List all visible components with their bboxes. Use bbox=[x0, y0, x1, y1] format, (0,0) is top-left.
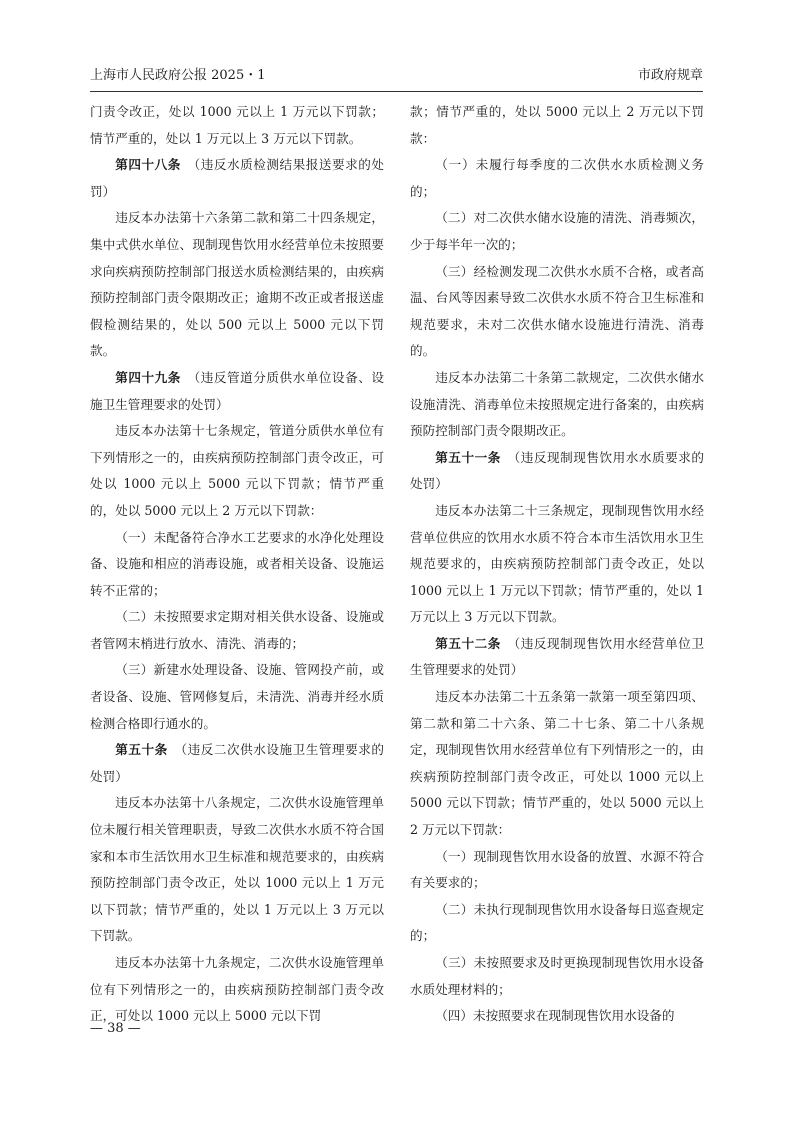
article-number: 第五十条 bbox=[115, 742, 168, 758]
article-number: 第五十二条 bbox=[435, 635, 501, 651]
paragraph-text: （一）未配备符合净水工艺要求的水净化处理设备、设施和相应的消毒设施，或者相关设备、设施运转不正常的； bbox=[90, 529, 384, 598]
paragraph bbox=[90, 525, 384, 605]
paragraph bbox=[410, 684, 704, 844]
paragraph bbox=[410, 259, 704, 365]
article-number: 第四十八条 bbox=[115, 157, 181, 173]
paragraph-text: （违反现制现售饮用水经营单位卫生管理要求的处罚） bbox=[410, 635, 705, 678]
paragraph bbox=[410, 897, 704, 950]
paragraph-text: （一）未履行每季度的二次供水水质检测义务的； bbox=[410, 157, 704, 199]
paragraph bbox=[410, 205, 704, 258]
paragraph-text: （违反二次供水设施卫生管理要求的处罚） bbox=[90, 742, 385, 784]
paragraph bbox=[90, 205, 384, 365]
paragraph bbox=[90, 418, 384, 524]
paragraph bbox=[410, 99, 704, 152]
paragraph bbox=[90, 790, 384, 950]
paragraph-text: 违反本办法第十九条规定，二次供水设施管理单位有下列情形之一的，由疾病预防控制部门责令改正，可处以 1000 元以上 5000 元以下罚 bbox=[90, 955, 384, 1024]
paragraph bbox=[410, 498, 704, 631]
journal-title: 上海市人民政府公报 2025・1 bbox=[90, 68, 266, 83]
paragraph-text: （三）经检测发现二次供水水质不合格，或者高温、台风等因素导致二次供水水质不符合卫生标准和规范要求，未对二次供水储水设施进行清洗、消毒的。 bbox=[410, 263, 704, 359]
article-number: 第四十九条 bbox=[115, 369, 181, 385]
paragraph-text: 门责令改正，处以 1000 元以上 1 万元以下罚款；情节严重的，处以 1 万元以上 3 万元以下罚款。 bbox=[90, 104, 384, 146]
section-title: 市政府规章 bbox=[637, 68, 703, 83]
paragraph-text: （一）现制现售饮用水设备的放置、水源不符合有关要求的； bbox=[410, 848, 704, 891]
paragraph bbox=[410, 1003, 704, 1030]
page-number: — 38 — bbox=[90, 1021, 141, 1036]
paragraph-text: （二）未执行现制现售饮用水设备每日巡查规定的； bbox=[410, 901, 704, 944]
paragraph-text: 违反本办法第十六条第二款和第二十四条规定，集中式供水单位、现制现售饮用水经营单位未按照要求向疾病预防控制部门报送水质检测结果的，由疾病预防控制部门责令限期改正；逾期不改正或者报送虚假检测结果的，处以 500 元以上 5000 元以下罚款。 bbox=[90, 210, 384, 359]
paragraph-text: 违反本办法第二十条第二款规定，二次供水储水设施清洗、消毒单位未按照规定进行备案的，由疾病预防控制部门责令限期改正。 bbox=[410, 369, 704, 439]
paragraph-text: （二）对二次供水储水设施的清洗、消毒频次，少于每半年一次的； bbox=[410, 210, 704, 252]
article-number: 第五十一条 bbox=[435, 449, 501, 465]
paragraph-text: （三）未按照要求及时更换现制现售饮用水设备水质处理材料的； bbox=[410, 955, 704, 997]
paragraph bbox=[410, 365, 704, 445]
paragraph-text: （违反现制现售饮用水水质要求的处罚） bbox=[410, 449, 705, 492]
header-rule bbox=[90, 91, 703, 92]
paragraph-text: （三）新建水处理设备、设施、管网投产前，或者设备、设施、管网修复后，未清洗、消毒并经水质检测合格即行通水的。 bbox=[90, 662, 384, 731]
left-column bbox=[90, 99, 384, 1030]
paragraph-text: 违反本办法第十七条规定，管道分质供水单位有下列情形之一的，由疾病预防控制部门责令改正，可处以 1000 元以上 5000 元以下罚款；情节严重的，处以 5000 元以上 2 万元以下罚款： bbox=[90, 423, 384, 518]
paragraph bbox=[90, 604, 384, 657]
paragraph-text: （违反管道分质供水单位设备、设施卫生管理要求的处罚） bbox=[90, 369, 385, 412]
paragraph-text: 违反本办法第二十三条规定，现制现售饮用水经营单位供应的饮用水水质不符合本市生活饮用水卫生规范要求的，由疾病预防控制部门责令改正，处以 1000 元以上 1 万元以下罚款；情节严重的，处以 1 万元以上 3 万元以下罚款。 bbox=[410, 502, 704, 625]
paragraph-text: 违反本办法第十八条规定，二次供水设施管理单位未履行相关管理职责，导致二次供水水质不符合国家和本市生活饮用水卫生标准和规范要求的，由疾病预防控制部门责令改正，处以 1000 元以上 1 万元以下罚款；情节严重的，处以 1 万元以上 3 万元以下罚款。 bbox=[90, 795, 384, 944]
paragraph bbox=[90, 657, 384, 737]
paragraph bbox=[410, 950, 704, 1003]
paragraph-text: 款；情节严重的，处以 5000 元以上 2 万元以下罚款： bbox=[410, 104, 704, 146]
paragraph bbox=[90, 99, 384, 152]
paragraph bbox=[410, 445, 704, 498]
paragraph bbox=[90, 950, 384, 1030]
paragraph-text: 违反本办法第二十五条第一款第一项至第四项、第二款和第二十六条、第二十七条、第二十八条规定，现制现售饮用水经营单位有下列情形之一的，由疾病预防控制部门责令改正，可处以 1000 元以上 5000 元以下罚款；情节严重的，处以 5000 元以上 2 万元以下罚款： bbox=[410, 689, 704, 838]
paragraph bbox=[410, 152, 704, 205]
page-header bbox=[90, 64, 703, 88]
paragraph-text: （四）未按照要求在现制现售饮用水设备的 bbox=[435, 1008, 675, 1024]
paragraph-text: （违反水质检测结果报送要求的处罚） bbox=[90, 157, 385, 199]
paragraph bbox=[410, 844, 704, 897]
paragraph bbox=[410, 631, 704, 684]
paragraph bbox=[90, 737, 384, 790]
right-column bbox=[410, 99, 704, 1030]
paragraph bbox=[90, 152, 384, 205]
paragraph bbox=[90, 365, 384, 418]
paragraph-text: （二）未按照要求定期对相关供水设备、设施或者管网末梢进行放水、清洗、消毒的； bbox=[90, 609, 384, 651]
